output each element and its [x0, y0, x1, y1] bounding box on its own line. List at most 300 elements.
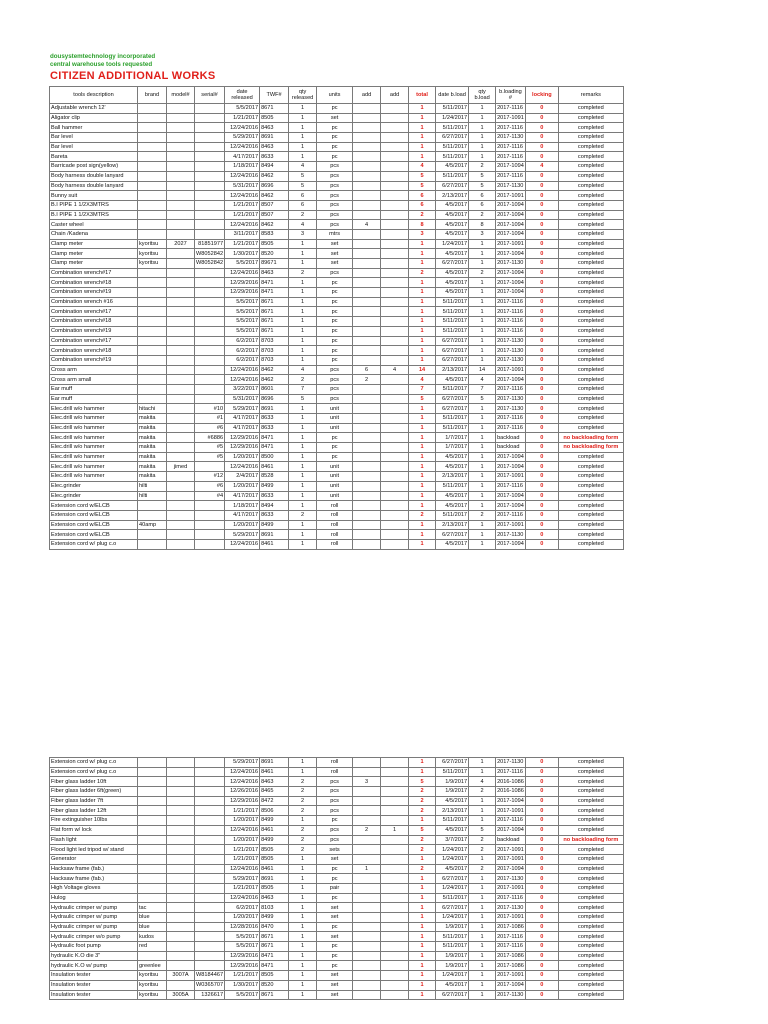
cell-brand — [138, 162, 167, 172]
cell-tools-description: hydraulic K.O die 3" — [50, 951, 138, 961]
cell-twf: 8462 — [260, 365, 289, 375]
cell-add-1 — [353, 491, 381, 501]
cell-locking: 0 — [525, 259, 558, 269]
cell-bloading-number: 2017-1116 — [496, 307, 526, 317]
cell-serial: #4 — [195, 491, 225, 501]
cell-add-2 — [381, 980, 409, 990]
cell-brand: 40amp — [138, 520, 167, 530]
cell-qty-released: 1 — [289, 452, 317, 462]
cell-serial — [195, 288, 225, 298]
cell-date-bload: 2/13/2017 — [436, 191, 469, 201]
cell-remarks: completed — [558, 326, 623, 336]
cell-bloading-number: 2017-1116 — [496, 510, 526, 520]
cell-locking: 0 — [525, 278, 558, 288]
cell-date-bload: 4/5/2017 — [436, 162, 469, 172]
cell-qty-released: 4 — [289, 365, 317, 375]
cell-remarks: completed — [558, 777, 623, 787]
table-row — [50, 297, 624, 307]
cell-add-2 — [381, 229, 409, 239]
cell-units: set — [317, 971, 353, 981]
cell-qty-bload: 1 — [469, 346, 496, 356]
cell-date-released: 12/29/2016 — [225, 951, 260, 961]
cell-bloading-number: 2017-1130 — [497, 182, 524, 189]
cell-date-bload: 1/24/2017 — [436, 845, 469, 855]
cell-date-bload: 4/5/2017 — [436, 229, 469, 239]
cell-remarks: completed — [558, 530, 623, 540]
cell-units: roll — [317, 510, 353, 520]
cell-serial — [195, 336, 225, 346]
cell-model — [167, 443, 195, 453]
cell-qty-released: 2 — [289, 796, 317, 806]
cell-date-bload: 6/27/2017 — [436, 355, 469, 365]
cell-locking: 0 — [525, 414, 558, 424]
cell-serial: #5 — [195, 452, 225, 462]
cell-remarks: completed — [558, 816, 623, 826]
cell-brand — [138, 355, 167, 365]
cell-remarks: completed — [558, 171, 623, 181]
table-row — [50, 152, 624, 162]
cell-add-2 — [381, 414, 409, 424]
cell-qty-bload: 1 — [469, 913, 496, 923]
cell-locking: 0 — [525, 249, 558, 259]
cell-total: 4 — [409, 375, 436, 385]
cell-twf: 8500 — [260, 452, 289, 462]
cell-date-bload: 4/5/2017 — [436, 288, 469, 298]
cell-qty-bload: 1 — [469, 414, 496, 424]
cell-date-released: 12/29/2016 — [225, 278, 260, 288]
cell-twf: 8583 — [260, 229, 289, 239]
cell-units: pc — [317, 278, 353, 288]
cell-qty-bload: 1 — [469, 297, 496, 307]
cell-add-1 — [353, 481, 381, 491]
cell-add-2 — [381, 510, 409, 520]
cell-add-2 — [381, 384, 409, 394]
cell-qty-released: 1 — [289, 326, 317, 336]
cell-brand — [138, 854, 167, 864]
cell-add-2 — [381, 491, 409, 501]
cell-qty-bload: 1 — [469, 539, 496, 549]
cell-add-1 — [353, 181, 381, 191]
cell-twf: 8505 — [260, 971, 289, 981]
cell-total: 1 — [409, 922, 436, 932]
cell-tools-description: Bareta — [50, 152, 138, 162]
cell-add-1 — [353, 307, 381, 317]
cell-add-1 — [353, 806, 381, 816]
cell-serial — [195, 777, 225, 787]
cell-locking: 0 — [525, 394, 558, 404]
cell-tools-description: B.I PIPE 1 1/2X3MTRS — [50, 210, 138, 220]
cell-twf: 8471 — [260, 288, 289, 298]
cell-add-2 — [381, 942, 409, 952]
cell-serial — [195, 355, 225, 365]
cell-remarks: completed — [558, 452, 623, 462]
cell-bloading-number: 2017-1094 — [497, 502, 524, 509]
cell-qty-released: 2 — [289, 210, 317, 220]
cell-twf: 8471 — [260, 443, 289, 453]
cell-bloading-number: 2017-1094 — [497, 463, 524, 470]
cell-date-released: 5/5/2017 — [225, 990, 260, 1000]
cell-brand: makita — [138, 472, 167, 482]
cell-add-1 — [353, 903, 381, 913]
cell-brand — [138, 951, 167, 961]
table-row — [50, 414, 624, 424]
column-header-model: model# — [167, 87, 195, 104]
cell-units: unit — [317, 491, 353, 501]
cell-qty-bload: 4 — [469, 777, 496, 787]
cell-twf: 8691 — [260, 874, 289, 884]
cell-qty-bload: 2 — [469, 210, 496, 220]
cell-model — [167, 481, 195, 491]
cell-date-bload: 4/5/2017 — [436, 825, 469, 835]
cell-qty-bload: 1 — [469, 893, 496, 903]
cell-date-bload: 5/11/2017 — [436, 104, 469, 114]
cell-add-2 — [381, 472, 409, 482]
cell-total: 5 — [409, 777, 436, 787]
table-row — [50, 903, 624, 913]
cell-tools-description: Elec.drill w/o hammer — [50, 443, 138, 453]
cell-brand — [138, 288, 167, 298]
cell-tools-description: Elec.drill w/o hammer — [50, 423, 138, 433]
cell-model — [167, 200, 195, 210]
cell-add-1 — [353, 472, 381, 482]
cell-add-2 — [381, 152, 409, 162]
cell-tools-description: Adjustable wrench 12' — [50, 104, 138, 114]
cell-twf: 8601 — [260, 384, 289, 394]
cell-model — [167, 259, 195, 269]
cell-twf: 8703 — [260, 336, 289, 346]
table-row — [50, 472, 624, 482]
cell-total: 1 — [409, 249, 436, 259]
cell-qty-released: 2 — [289, 845, 317, 855]
cell-qty-bload: 1 — [469, 278, 496, 288]
cell-qty-bload: 1 — [469, 133, 496, 143]
cell-date-released: 1/20/2017 — [225, 520, 260, 530]
cell-serial — [195, 123, 225, 133]
cell-date-released: 12/29/2016 — [225, 288, 260, 298]
cell-qty-bload: 1 — [469, 443, 496, 453]
cell-qty-released: 1 — [289, 104, 317, 114]
cell-total: 1 — [409, 113, 436, 123]
cell-date-bload: 4/5/2017 — [436, 220, 469, 230]
cell-qty-released: 1 — [289, 530, 317, 540]
cell-model — [167, 423, 195, 433]
cell-tools-description: Hydraulic crimper w/ pump — [50, 913, 138, 923]
cell-qty-released: 6 — [289, 191, 317, 201]
cell-brand — [138, 104, 167, 114]
cell-twf: 8671 — [260, 326, 289, 336]
cell-qty-released: 1 — [289, 259, 317, 269]
cell-units: set — [317, 259, 353, 269]
cell-date-bload: 4/5/2017 — [436, 278, 469, 288]
cell-locking: 0 — [525, 462, 558, 472]
cell-remarks: completed — [558, 893, 623, 903]
table-row — [50, 816, 624, 826]
cell-qty-released: 1 — [289, 123, 317, 133]
cell-date-released: 1/18/2017 — [225, 501, 260, 511]
cell-add-2 — [381, 181, 409, 191]
cell-total: 1 — [409, 491, 436, 501]
cell-locking: 0 — [525, 307, 558, 317]
cell-add-1: 1 — [353, 864, 381, 874]
cell-serial — [195, 903, 225, 913]
cell-locking: 0 — [525, 874, 558, 884]
cell-bloading-number: 2017-1091 — [497, 972, 524, 979]
cell-remarks: completed — [558, 864, 623, 874]
cell-tools-description: Fiber glass ladder 10ft — [50, 777, 138, 787]
cell-units: unit — [317, 462, 353, 472]
cell-bloading-number: 2017-1094 — [497, 270, 524, 277]
cell-date-released: 4/17/2017 — [225, 423, 260, 433]
cell-bloading-number: 2017-1094 — [497, 202, 524, 209]
cell-total: 6 — [409, 200, 436, 210]
cell-date-released: 5/29/2017 — [225, 133, 260, 143]
cell-twf: 8633 — [260, 423, 289, 433]
cell-add-1 — [353, 384, 381, 394]
cell-model — [167, 922, 195, 932]
cell-total: 1 — [409, 932, 436, 942]
cell-add-2 — [381, 220, 409, 230]
cell-tools-description: Body harness double lanyard — [50, 181, 138, 191]
table-row — [50, 845, 624, 855]
cell-twf: 8461 — [260, 539, 289, 549]
cell-qty-released: 1 — [289, 816, 317, 826]
cell-qty-bload: 1 — [469, 961, 496, 971]
cell-add-2 — [381, 864, 409, 874]
cell-total: 1 — [409, 472, 436, 482]
cell-total: 1 — [409, 297, 436, 307]
cell-model — [167, 249, 195, 259]
cell-locking: 0 — [525, 961, 558, 971]
cell-bloading-number: 2017-1091 — [497, 846, 524, 853]
cell-units: pc — [317, 874, 353, 884]
cell-add-2 — [381, 913, 409, 923]
cell-bloading-number: 2017-1094 — [497, 865, 524, 872]
table-row — [50, 423, 624, 433]
table-body — [50, 758, 624, 1000]
cell-tools-description: Ear muff — [50, 384, 138, 394]
cell-tools-description: Combination wrench#17 — [50, 336, 138, 346]
column-header-locking: locking — [525, 87, 558, 104]
table-row — [50, 433, 624, 443]
cell-remarks: completed — [558, 501, 623, 511]
cell-date-bload: 1/24/2017 — [436, 971, 469, 981]
cell-locking: 0 — [525, 220, 558, 230]
table-row — [50, 854, 624, 864]
cell-serial — [195, 142, 225, 152]
cell-remarks: completed — [558, 162, 623, 172]
cell-locking: 0 — [525, 990, 558, 1000]
cell-model — [167, 414, 195, 424]
cell-add-1 — [353, 971, 381, 981]
cell-add-2 — [381, 162, 409, 172]
cell-tools-description: hydraulic K.O w/ pump — [50, 961, 138, 971]
cell-remarks: completed — [558, 104, 623, 114]
table-row — [50, 346, 624, 356]
cell-serial — [195, 893, 225, 903]
cell-bloading-number: 2017-1130 — [497, 875, 524, 882]
cell-add-1 — [353, 259, 381, 269]
cell-date-released: 12/24/2016 — [225, 268, 260, 278]
cell-add-2 — [381, 142, 409, 152]
cell-twf: 8463 — [260, 123, 289, 133]
cell-model — [167, 539, 195, 549]
cell-tools-description: Elec.grinder — [50, 481, 138, 491]
page-title: CITIZEN ADDITIONAL WORKS — [50, 70, 216, 82]
cell-add-1 — [353, 990, 381, 1000]
cell-qty-bload: 1 — [469, 152, 496, 162]
cell-qty-bload: 1 — [469, 462, 496, 472]
cell-date-bload: 2/13/2017 — [436, 520, 469, 530]
cell-locking: 0 — [525, 181, 558, 191]
cell-twf: 8507 — [260, 200, 289, 210]
cell-remarks: completed — [558, 854, 623, 864]
cell-locking: 0 — [525, 472, 558, 482]
cell-model — [167, 796, 195, 806]
cell-total: 1 — [409, 423, 436, 433]
cell-total: 1 — [409, 961, 436, 971]
cell-date-bload: 5/11/2017 — [436, 893, 469, 903]
cell-date-bload: 4/5/2017 — [436, 268, 469, 278]
cell-twf: 89671 — [260, 259, 289, 269]
cell-twf: 8463 — [260, 777, 289, 787]
cell-add-1 — [353, 123, 381, 133]
cell-add-1 — [353, 932, 381, 942]
cell-bloading-number: 2017-1091 — [497, 240, 524, 247]
cell-tools-description: Insulation tester — [50, 971, 138, 981]
table-row — [50, 539, 624, 549]
cell-date-released: 5/5/2017 — [225, 297, 260, 307]
cell-model — [167, 913, 195, 923]
cell-add-1 — [353, 922, 381, 932]
cell-bloading-number: 2017-1130 — [497, 134, 524, 141]
cell-locking: 0 — [525, 288, 558, 298]
cell-add-2 — [381, 806, 409, 816]
cell-date-released: 12/29/2016 — [225, 961, 260, 971]
cell-date-released: 1/21/2017 — [225, 883, 260, 893]
cell-total: 1 — [409, 326, 436, 336]
cell-serial: #6 — [195, 423, 225, 433]
cell-total: 1 — [409, 452, 436, 462]
cell-locking: 0 — [525, 336, 558, 346]
cell-bloading-number: backload — [496, 433, 526, 443]
table-row — [50, 835, 624, 845]
cell-serial — [195, 787, 225, 797]
cell-date-bload: 5/11/2017 — [436, 123, 469, 133]
cell-add-2 — [381, 796, 409, 806]
cell-add-1 — [353, 414, 381, 424]
cell-date-released: 5/31/2017 — [225, 181, 260, 191]
cell-date-bload: 6/27/2017 — [436, 394, 469, 404]
cell-serial — [195, 268, 225, 278]
cell-twf: 8499 — [260, 835, 289, 845]
cell-locking: 0 — [525, 922, 558, 932]
cell-units: pc — [317, 433, 353, 443]
cell-add-1 — [353, 501, 381, 511]
cell-qty-bload: 1 — [469, 796, 496, 806]
cell-add-2 — [381, 452, 409, 462]
cell-date-bload: 4/5/2017 — [436, 452, 469, 462]
cell-model: 3005A — [167, 990, 195, 1000]
cell-qty-released: 4 — [289, 162, 317, 172]
cell-serial: #1 — [195, 414, 225, 424]
cell-bloading-number: 2017-1130 — [497, 395, 524, 402]
cell-total: 1 — [409, 142, 436, 152]
cell-units: pcs — [317, 171, 353, 181]
cell-add-2 — [381, 845, 409, 855]
cell-qty-bload: 1 — [469, 501, 496, 511]
cell-bloading-number: 2017-1116 — [496, 893, 526, 903]
cell-qty-released: 1 — [289, 249, 317, 259]
cell-locking: 0 — [525, 355, 558, 365]
cell-total: 1 — [409, 104, 436, 114]
cell-qty-bload: 1 — [469, 317, 496, 327]
cell-date-bload: 1/7/2017 — [436, 433, 469, 443]
cell-twf: 8499 — [260, 520, 289, 530]
cell-units: pc — [317, 326, 353, 336]
cell-qty-released: 1 — [289, 971, 317, 981]
cell-date-released: 5/5/2017 — [225, 932, 260, 942]
cell-remarks: completed — [558, 346, 623, 356]
cell-qty-bload: 2 — [469, 845, 496, 855]
column-header-twf: TWF# — [260, 87, 289, 104]
table-row — [50, 530, 624, 540]
cell-remarks: completed — [558, 123, 623, 133]
cell-qty-bload: 1 — [469, 288, 496, 298]
cell-tools-description: Hydraulic crimper w/o pump — [50, 932, 138, 942]
cell-brand — [138, 181, 167, 191]
cell-add-1 — [353, 816, 381, 826]
cell-qty-released: 1 — [289, 893, 317, 903]
cell-brand — [138, 113, 167, 123]
cell-brand: kyoritsu — [138, 249, 167, 259]
cell-add-2 — [381, 501, 409, 511]
cell-date-bload: 5/11/2017 — [436, 384, 469, 394]
cell-tools-description: Aligator clip — [50, 113, 138, 123]
table-row — [50, 932, 624, 942]
cell-locking: 0 — [525, 903, 558, 913]
cell-serial — [195, 854, 225, 864]
cell-date-bload: 1/9/2017 — [436, 787, 469, 797]
cell-twf: 8461 — [260, 767, 289, 777]
cell-remarks: completed — [558, 874, 623, 884]
cell-date-bload: 3/7/2017 — [436, 835, 469, 845]
cell-bloading-number: 2017-1094 — [497, 289, 524, 296]
cell-add-2: 1 — [381, 825, 409, 835]
cell-brand: makita — [138, 443, 167, 453]
cell-add-1 — [353, 104, 381, 114]
cell-date-bload: 6/27/2017 — [436, 903, 469, 913]
cell-add-1 — [353, 200, 381, 210]
cell-add-1 — [353, 767, 381, 777]
cell-model: jimed — [167, 462, 195, 472]
cell-qty-released: 1 — [289, 854, 317, 864]
cell-qty-bload: 1 — [469, 123, 496, 133]
cell-serial — [195, 942, 225, 952]
cell-serial — [195, 932, 225, 942]
cell-serial: 1326617 — [195, 990, 225, 1000]
table-row — [50, 980, 624, 990]
cell-remarks: no backloading form — [558, 433, 623, 443]
table-row — [50, 462, 624, 472]
cell-remarks: completed — [558, 249, 623, 259]
cell-brand: kyoritsu — [138, 980, 167, 990]
cell-date-released: 6/2/2017 — [225, 355, 260, 365]
cell-add-2 — [381, 893, 409, 903]
cell-date-bload: 4/5/2017 — [436, 462, 469, 472]
cell-locking: 0 — [525, 510, 558, 520]
cell-add-2 — [381, 297, 409, 307]
table-row — [50, 481, 624, 491]
